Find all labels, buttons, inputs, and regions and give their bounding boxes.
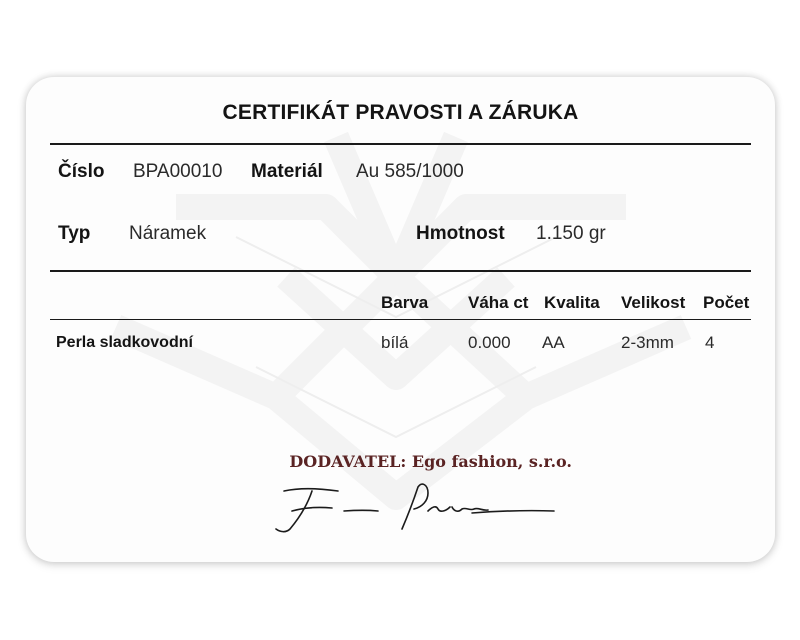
certificate-card	[26, 77, 775, 562]
column-header-size: Velikost	[621, 293, 686, 312]
row-count: 4	[705, 333, 715, 352]
table-header-divider	[50, 319, 751, 320]
row-weight-ct: 0.000	[468, 333, 511, 352]
weight-value: 1.150 gr	[536, 223, 606, 244]
certificate-title: CERTIFIKÁT PRAVOSTI A ZÁRUKA	[222, 101, 579, 124]
column-header-count: Počet	[703, 293, 750, 312]
row-color: bílá	[381, 333, 409, 352]
row-quality: AA	[542, 333, 565, 352]
number-value: BPA00010	[133, 161, 223, 182]
material-value: Au 585/1000	[356, 161, 464, 182]
material-label: Materiál	[251, 161, 323, 182]
signature	[262, 477, 562, 539]
column-header-weight-ct: Váha ct	[468, 293, 529, 312]
title-divider	[50, 143, 751, 145]
number-label: Číslo	[58, 161, 105, 182]
column-header-color: Barva	[381, 293, 429, 312]
type-label: Typ	[58, 223, 91, 244]
column-header-quality: Kvalita	[544, 293, 600, 312]
row-item-name: Perla sladkovodní	[56, 334, 193, 351]
fields-divider	[50, 270, 751, 272]
type-value: Náramek	[129, 223, 207, 244]
weight-label: Hmotnost	[416, 223, 505, 244]
supplier-text: DODAVATEL: Ego fashion, s.r.o.	[289, 452, 572, 471]
row-size: 2-3mm	[621, 333, 674, 352]
